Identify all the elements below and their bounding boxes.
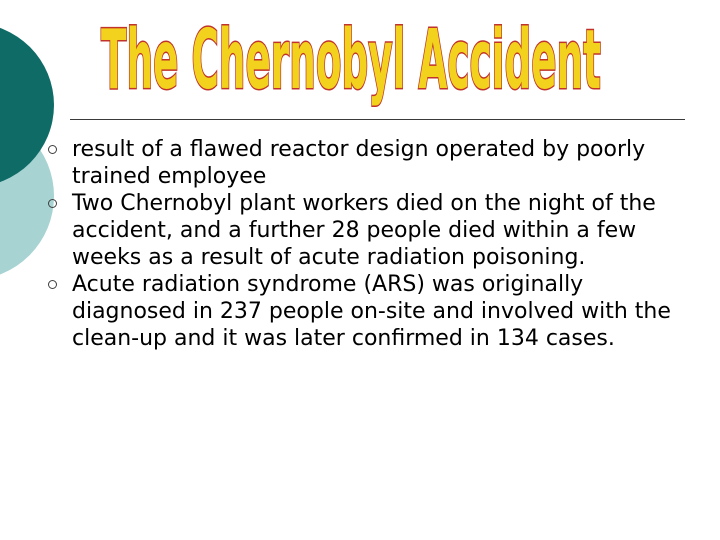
- bullet-list: [48, 136, 678, 352]
- page-title: The Chernobyl Accident: [101, 13, 601, 108]
- bullet-text: result of a flawed reactor design operated by poorly trained employee: [72, 137, 646, 189]
- circle-bullet-icon: [48, 199, 57, 208]
- circle-bullet-icon: [48, 145, 57, 154]
- bullet-text: Two Chernobyl plant workers died on the night of the accident, and a further 28 people died within a few weeks as a result of acute radiation poisoning.: [72, 191, 656, 270]
- circle-bullet-icon: [48, 280, 57, 289]
- title-divider: [70, 119, 685, 120]
- bullet-item: [48, 190, 678, 271]
- bullet-item: [48, 136, 678, 190]
- title-wordart: [86, 8, 616, 114]
- bullet-item: [48, 271, 678, 352]
- bullet-text: Acute radiation syndrome (ARS) was originally diagnosed in 237 people on-site and involved with the clean-up and it was later confirmed in 134 cases.: [72, 272, 671, 351]
